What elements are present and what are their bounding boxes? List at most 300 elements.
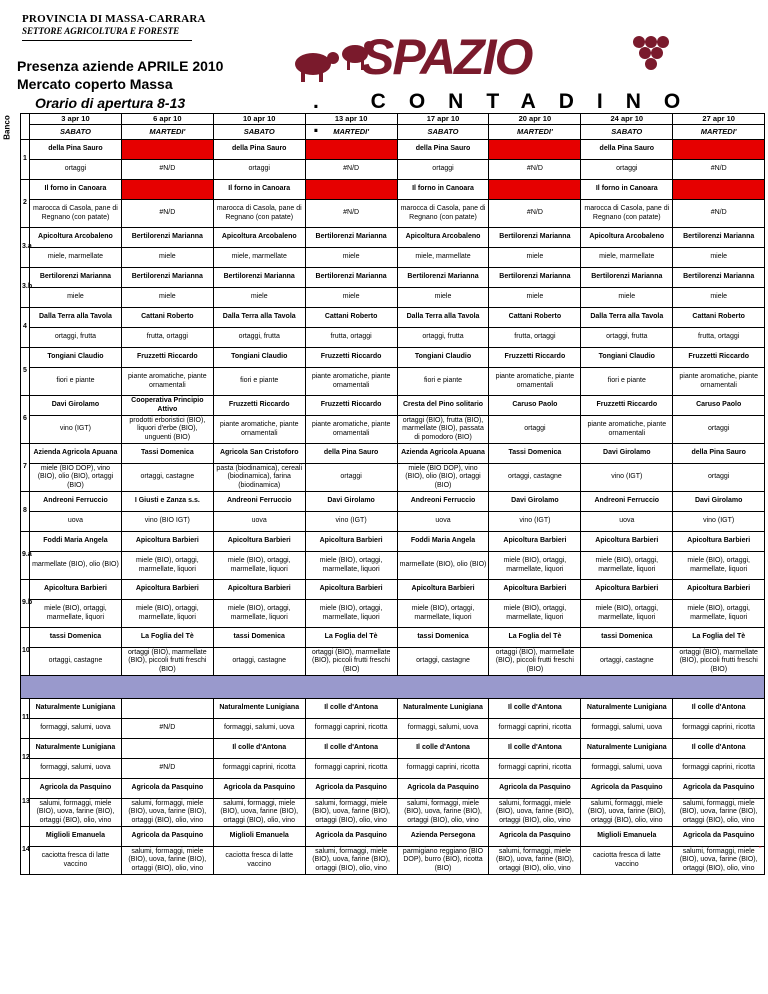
stall-goods: marmellate (BIO), olio (BIO) [397, 552, 489, 580]
stall-goods: miele, marmellate [30, 248, 122, 268]
stall-vendor: Apicoltura Barbieri [213, 580, 305, 600]
stall-vendor: tassi Domenica [397, 628, 489, 648]
stall-vendor [121, 699, 213, 719]
banco-number: 3.a [21, 228, 30, 268]
stall-goods: miele [121, 288, 213, 308]
stall-vendor: Agricola da Pasquino [673, 827, 765, 847]
stall-name-row [21, 580, 765, 600]
logo-word: SPAZIO [361, 29, 532, 85]
stall-goods: ortaggi, castagne [30, 648, 122, 676]
stall-vendor: La Foglia del Tè [673, 628, 765, 648]
stall-goods: formaggi caprini, ricotta [673, 759, 765, 779]
stray-mark: " [759, 846, 762, 853]
stall-goods-row [21, 248, 765, 268]
stall-vendor: Agricola da Pasquino [581, 779, 673, 799]
stall-goods: miele, marmellate [397, 248, 489, 268]
stall-goods: ortaggi (BIO), marmellate (BIO), piccoli frutti freschi (BIO) [673, 648, 765, 676]
stall-vendor: Il colle d'Antona [673, 739, 765, 759]
weekday-header: MARTEDI' [121, 125, 213, 140]
stall-goods: salumi, formaggi, miele (BIO), uova, farine (BIO), ortaggi (BIO), olio, vino [397, 799, 489, 827]
stall-goods: uova [213, 512, 305, 532]
stall-vendor: Bertilorenzi Marianna [121, 268, 213, 288]
stall-vendor: Tongiani Claudio [397, 348, 489, 368]
opening-hours: Orario di apertura 8-13 [35, 95, 186, 111]
stall-vendor: Cattani Roberto [121, 308, 213, 328]
stall-goods: miele (BIO), ortaggi, marmellate, liquori [489, 600, 581, 628]
stall-vendor [673, 180, 765, 200]
stall-vendor: Apicoltura Arcobaleno [213, 228, 305, 248]
stall-vendor: Andreoni Ferruccio [213, 492, 305, 512]
stall-goods: miele (BIO), ortaggi, marmellate, liquori [305, 600, 397, 628]
stall-goods-row [21, 552, 765, 580]
banco-number: 12 [21, 739, 30, 779]
header-divider [22, 40, 192, 41]
stall-goods: miele [581, 288, 673, 308]
weekday-header: SABATO [581, 125, 673, 140]
stall-vendor: Azienda Agricola Apuana [397, 444, 489, 464]
date-header: 10 apr 10 [213, 114, 305, 125]
logo-subtitle: . CONTADINO . [313, 90, 704, 137]
stall-vendor: Cooperativa Principio Attivo [121, 396, 213, 416]
stall-goods: #N/D [121, 160, 213, 180]
stall-vendor: Andreoni Ferruccio [397, 492, 489, 512]
stall-vendor: Miglioli Emanuela [581, 827, 673, 847]
weekday-header-row [21, 125, 765, 140]
stall-goods: vino (IGT) [305, 512, 397, 532]
stall-goods: vino (IGT) [489, 512, 581, 532]
stall-vendor: Caruso Paolo [489, 396, 581, 416]
stall-goods: prodotti erboristici (BIO), liquori d'erbe (BIO), unguenti (BIO) [121, 416, 213, 444]
stall-vendor: Apicoltura Barbieri [121, 532, 213, 552]
stall-vendor: Davi Girolamo [489, 492, 581, 512]
stall-vendor: Apicoltura Barbieri [581, 580, 673, 600]
banco-number: 9.a [21, 532, 30, 580]
stall-goods: miele [673, 288, 765, 308]
stall-goods: formaggi, salumi, uova [581, 759, 673, 779]
stall-goods: fiori e piante [397, 368, 489, 396]
stall-vendor: Il forno in Canoara [397, 180, 489, 200]
stall-goods: piante aromatiche, piante ornamentali [581, 416, 673, 444]
stall-goods: ortaggi (BIO), marmellate (BIO), piccoli frutti freschi (BIO) [305, 648, 397, 676]
stall-goods: piante aromatiche, piante ornamentali [305, 368, 397, 396]
stall-vendor: Apicoltura Barbieri [581, 532, 673, 552]
stall-goods: caciotta fresca di latte vaccino [581, 847, 673, 875]
stall-goods: miele (BIO), ortaggi, marmellate, liquori [121, 552, 213, 580]
stall-goods: ortaggi (BIO), frutta (BIO), marmellate (BIO), passata di pomodoro (BIO) [397, 416, 489, 444]
stall-vendor: Caruso Paolo [673, 396, 765, 416]
stall-goods: fiori e piante [30, 368, 122, 396]
page-subtitle: Mercato coperto Massa [17, 76, 173, 92]
stall-goods: #N/D [673, 160, 765, 180]
stall-vendor: Il forno in Canoara [30, 180, 122, 200]
stall-vendor: Fruzzetti Riccardo [213, 396, 305, 416]
province-name: PROVINCIA DI MASSA-CARRARA [22, 13, 206, 25]
stall-goods: ortaggi [673, 464, 765, 492]
stall-goods: miele [673, 248, 765, 268]
stall-goods: uova [397, 512, 489, 532]
weekday-header: SABATO [213, 125, 305, 140]
stall-goods: salumi, formaggi, miele (BIO), uova, farine (BIO), ortaggi (BIO), olio, vino [305, 847, 397, 875]
stall-vendor: della Pina Sauro [305, 444, 397, 464]
stall-vendor: Azienda Persegona [397, 827, 489, 847]
stall-vendor: Miglioli Emanuela [213, 827, 305, 847]
stall-goods: miele (BIO DOP), vino (BIO), olio (BIO), ortaggi (BIO) [397, 464, 489, 492]
stall-goods: miele [397, 288, 489, 308]
stall-goods: vino (BIO IGT) [121, 512, 213, 532]
stall-vendor: Tongiani Claudio [30, 348, 122, 368]
stall-vendor: Agricola da Pasquino [30, 779, 122, 799]
stall-vendor: Il colle d'Antona [489, 739, 581, 759]
stall-goods: miele [489, 248, 581, 268]
stall-goods: formaggi, salumi, uova [397, 719, 489, 739]
stall-goods: marocca di Casola, pane di Regnano (con patate) [581, 200, 673, 228]
stall-goods-row [21, 328, 765, 348]
grapes-icon [619, 28, 679, 88]
stall-goods: formaggi, salumi, uova [581, 719, 673, 739]
stall-vendor: della Pina Sauro [581, 140, 673, 160]
stall-vendor: Apicoltura Barbieri [489, 532, 581, 552]
banco-header-cell [21, 114, 30, 140]
stall-goods: miele, marmellate [213, 248, 305, 268]
stall-goods: ortaggi (BIO), marmellate (BIO), piccoli frutti freschi (BIO) [121, 648, 213, 676]
stall-goods: #N/D [305, 160, 397, 180]
stall-vendor: Azienda Agricola Apuana [30, 444, 122, 464]
banco-column-label: Banco [2, 115, 12, 140]
stall-vendor: Bertilorenzi Marianna [305, 228, 397, 248]
stall-goods-row [21, 160, 765, 180]
stall-vendor: Agricola San Cristoforo [213, 444, 305, 464]
stall-vendor: Bertilorenzi Marianna [121, 228, 213, 248]
stall-vendor: Naturalmente Lunigiana [581, 699, 673, 719]
stall-goods: salumi, formaggi, miele (BIO), uova, farine (BIO), ortaggi (BIO), olio, vino [30, 799, 122, 827]
stall-vendor: Apicoltura Barbieri [305, 580, 397, 600]
banco-number: 13 [21, 779, 30, 827]
stall-vendor: Il colle d'Antona [305, 739, 397, 759]
date-header: 20 apr 10 [489, 114, 581, 125]
stall-goods: marmellate (BIO), olio (BIO) [30, 552, 122, 580]
stall-goods: miele [213, 288, 305, 308]
stall-goods-row [21, 847, 765, 875]
stall-vendor: Cresta del Pino solitario [397, 396, 489, 416]
stall-vendor: I Giusti e Zanza s.s. [121, 492, 213, 512]
stall-goods: fiori e piante [581, 368, 673, 396]
stall-vendor: della Pina Sauro [397, 140, 489, 160]
stall-goods: salumi, formaggi, miele (BIO), uova, farine (BIO), ortaggi (BIO), olio, vino [581, 799, 673, 827]
stall-goods: ortaggi, castagne [489, 464, 581, 492]
stall-vendor: Miglioli Emanuela [30, 827, 122, 847]
stall-goods: formaggi caprini, ricotta [305, 759, 397, 779]
section-separator [21, 676, 765, 699]
stall-vendor: Apicoltura Barbieri [213, 532, 305, 552]
stall-goods-row [21, 648, 765, 676]
stall-vendor [121, 140, 213, 160]
stall-goods-row [21, 512, 765, 532]
stall-goods: formaggi caprini, ricotta [305, 719, 397, 739]
stall-vendor: Il colle d'Antona [305, 699, 397, 719]
date-header: 24 apr 10 [581, 114, 673, 125]
stall-name-row [21, 827, 765, 847]
stall-goods: ortaggi, castagne [213, 648, 305, 676]
stall-vendor: Cattani Roberto [673, 308, 765, 328]
stall-vendor: Dalla Terra alla Tavola [397, 308, 489, 328]
stall-vendor: Naturalmente Lunigiana [397, 699, 489, 719]
stall-vendor [121, 180, 213, 200]
stall-vendor: Fruzzetti Riccardo [305, 396, 397, 416]
banco-number: 4 [21, 308, 30, 348]
stall-vendor: Bertilorenzi Marianna [673, 228, 765, 248]
stall-vendor [305, 180, 397, 200]
stall-vendor: Naturalmente Lunigiana [213, 699, 305, 719]
stall-vendor: Dalla Terra alla Tavola [30, 308, 122, 328]
banco-number: 10 [21, 628, 30, 676]
stall-goods: salumi, formaggi, miele (BIO), uova, farine (BIO), ortaggi (BIO), olio, vino [489, 799, 581, 827]
stall-goods: ortaggi [673, 416, 765, 444]
stall-vendor: Cattani Roberto [305, 308, 397, 328]
stall-vendor: Il colle d'Antona [213, 739, 305, 759]
stall-goods: ortaggi, castagne [397, 648, 489, 676]
stall-vendor: Davi Girolamo [30, 396, 122, 416]
stall-vendor: Dalla Terra alla Tavola [581, 308, 673, 328]
stall-goods-row [21, 416, 765, 444]
stall-vendor [305, 140, 397, 160]
stall-goods: #N/D [489, 200, 581, 228]
stall-name-row [21, 699, 765, 719]
stall-vendor: Foddi Maria Angela [30, 532, 122, 552]
stall-goods: ortaggi, frutta [30, 328, 122, 348]
stall-goods: salumi, formaggi, miele (BIO), uova, farine (BIO), ortaggi (BIO), olio, vino [489, 847, 581, 875]
stall-vendor [489, 180, 581, 200]
stall-goods: frutta, ortaggi [489, 328, 581, 348]
stall-vendor: Agricola da Pasquino [305, 827, 397, 847]
stall-vendor: Foddi Maria Angela [397, 532, 489, 552]
stall-vendor: della Pina Sauro [213, 140, 305, 160]
stall-vendor: Apicoltura Barbieri [489, 580, 581, 600]
stall-vendor: Tongiani Claudio [581, 348, 673, 368]
date-header: 3 apr 10 [30, 114, 122, 125]
stall-vendor: Agricola da Pasquino [673, 779, 765, 799]
date-header: 17 apr 10 [397, 114, 489, 125]
stall-goods: miele, marmellate [581, 248, 673, 268]
stall-goods: miele (BIO), ortaggi, marmellate, liquori [30, 600, 122, 628]
stall-vendor: Bertilorenzi Marianna [581, 268, 673, 288]
banco-number: 5 [21, 348, 30, 396]
stall-name-row [21, 628, 765, 648]
market-schedule-table [20, 113, 765, 875]
stall-vendor: Apicoltura Barbieri [305, 532, 397, 552]
stall-goods-row [21, 368, 765, 396]
date-header: 6 apr 10 [121, 114, 213, 125]
stall-name-row [21, 268, 765, 288]
stall-goods: ortaggi [581, 160, 673, 180]
stall-vendor: Fruzzetti Riccardo [581, 396, 673, 416]
stall-vendor: Apicoltura Barbieri [673, 580, 765, 600]
stall-goods: miele [121, 248, 213, 268]
stall-vendor [489, 140, 581, 160]
stall-vendor: Fruzzetti Riccardo [121, 348, 213, 368]
stall-vendor: Apicoltura Arcobaleno [397, 228, 489, 248]
stall-goods-row [21, 200, 765, 228]
weekday-header: MARTEDI' [489, 125, 581, 140]
stall-goods: #N/D [121, 200, 213, 228]
sector-name: SETTORE AGRICOLTURA E FORESTE [22, 26, 180, 36]
stall-goods: miele (BIO), ortaggi, marmellate, liquori [673, 600, 765, 628]
stall-goods: piante aromatiche, piante ornamentali [121, 368, 213, 396]
stall-vendor: La Foglia del Tè [489, 628, 581, 648]
stall-name-row [21, 348, 765, 368]
stall-goods: parmigiano reggiano (BIO DOP), burro (BIO), ricotta (BIO) [397, 847, 489, 875]
stall-goods: caciotta fresca di latte vaccino [30, 847, 122, 875]
stall-goods: miele (BIO), ortaggi, marmellate, liquori [673, 552, 765, 580]
stall-vendor: Il colle d'Antona [489, 699, 581, 719]
stall-goods: miele (BIO), ortaggi, marmellate, liquori [213, 552, 305, 580]
banco-number: 8 [21, 492, 30, 532]
stall-goods-row [21, 600, 765, 628]
stall-goods: miele (BIO), ortaggi, marmellate, liquori [581, 552, 673, 580]
stall-goods: ortaggi [489, 416, 581, 444]
stall-goods: salumi, formaggi, miele (BIO), uova, farine (BIO), ortaggi (BIO), olio, vino [121, 847, 213, 875]
stall-vendor: della Pina Sauro [673, 444, 765, 464]
stall-goods: miele (BIO DOP), vino (BIO), olio (BIO), ortaggi (BIO) [30, 464, 122, 492]
stall-vendor: Davi Girolamo [305, 492, 397, 512]
stall-vendor: Agricola da Pasquino [489, 827, 581, 847]
stall-name-row [21, 492, 765, 512]
stall-goods: formaggi, salumi, uova [213, 719, 305, 739]
stall-goods: formaggi, salumi, uova [30, 759, 122, 779]
stall-name-row [21, 180, 765, 200]
stall-vendor: Agricola da Pasquino [489, 779, 581, 799]
weekday-header: SABATO [397, 125, 489, 140]
stall-goods: miele [305, 248, 397, 268]
weekday-header: MARTEDI' [305, 125, 397, 140]
stall-name-row [21, 228, 765, 248]
stall-goods: frutta, ortaggi [121, 328, 213, 348]
stall-vendor: Agricola da Pasquino [397, 779, 489, 799]
stall-goods: ortaggi [305, 464, 397, 492]
stall-goods: salumi, formaggi, miele (BIO), uova, farine (BIO), ortaggi (BIO), olio, vino [121, 799, 213, 827]
stall-goods: piante aromatiche, piante ornamentali [305, 416, 397, 444]
stall-goods: ortaggi, frutta [581, 328, 673, 348]
stall-vendor: Andreoni Ferruccio [581, 492, 673, 512]
stall-name-row [21, 444, 765, 464]
stall-vendor: Agricola da Pasquino [213, 779, 305, 799]
stall-vendor: Agricola da Pasquino [121, 779, 213, 799]
stall-goods: salumi, formaggi, miele (BIO), uova, farine (BIO), ortaggi (BIO), olio, vino [673, 847, 765, 875]
stall-goods: vino (IGT) [673, 512, 765, 532]
stall-goods: miele (BIO), ortaggi, marmellate, liquori [213, 600, 305, 628]
stall-goods: caciotta fresca di latte vaccino [213, 847, 305, 875]
stall-vendor: Il forno in Canoara [213, 180, 305, 200]
stall-name-row [21, 396, 765, 416]
weekday-header: SABATO [30, 125, 122, 140]
stall-vendor [121, 739, 213, 759]
stall-vendor: Agricola da Pasquino [121, 827, 213, 847]
stall-vendor: Apicoltura Arcobaleno [581, 228, 673, 248]
stall-goods: #N/D [489, 160, 581, 180]
stall-goods-row [21, 759, 765, 779]
stall-goods: miele [30, 288, 122, 308]
stall-vendor: Naturalmente Lunigiana [30, 699, 122, 719]
stall-goods: ortaggi, frutta [213, 328, 305, 348]
stall-vendor: Fruzzetti Riccardo [305, 348, 397, 368]
stall-goods: pasta (biodinamica), cereali (biodinamica), farina (biodinamica) [213, 464, 305, 492]
stall-name-row [21, 739, 765, 759]
stall-goods: vino (IGT) [581, 464, 673, 492]
stall-goods: ortaggi [30, 160, 122, 180]
stall-name-row [21, 140, 765, 160]
stall-goods: vino (IGT) [30, 416, 122, 444]
stall-goods: salumi, formaggi, miele (BIO), uova, farine (BIO), ortaggi (BIO), olio, vino [673, 799, 765, 827]
stall-goods-row [21, 288, 765, 308]
stall-vendor: Dalla Terra alla Tavola [213, 308, 305, 328]
stall-goods: formaggi caprini, ricotta [489, 759, 581, 779]
stall-name-row [21, 532, 765, 552]
stall-goods: piante aromatiche, piante ornamentali [673, 368, 765, 396]
stall-goods-row [21, 719, 765, 739]
stall-goods: frutta, ortaggi [305, 328, 397, 348]
stall-goods: formaggi caprini, ricotta [213, 759, 305, 779]
stall-vendor: Agricola da Pasquino [305, 779, 397, 799]
separator-band [21, 676, 765, 699]
stall-name-row [21, 779, 765, 799]
stall-goods: marocca di Casola, pane di Regnano (con patate) [30, 200, 122, 228]
stall-goods: ortaggi [397, 160, 489, 180]
stall-goods: miele [489, 288, 581, 308]
stall-vendor: Apicoltura Barbieri [121, 580, 213, 600]
stall-goods: #N/D [673, 200, 765, 228]
stall-vendor: Bertilorenzi Marianna [489, 228, 581, 248]
stall-goods: fiori e piante [213, 368, 305, 396]
stall-vendor: Bertilorenzi Marianna [397, 268, 489, 288]
stall-goods: #N/D [121, 719, 213, 739]
date-header: 13 apr 10 [305, 114, 397, 125]
stall-vendor: Bertilorenzi Marianna [489, 268, 581, 288]
stall-vendor: Fruzzetti Riccardo [673, 348, 765, 368]
stall-vendor: Bertilorenzi Marianna [30, 268, 122, 288]
stall-vendor: Davi Girolamo [673, 492, 765, 512]
stall-vendor: Fruzzetti Riccardo [489, 348, 581, 368]
banco-number: 3.b [21, 268, 30, 308]
stall-goods: frutta, ortaggi [673, 328, 765, 348]
stall-vendor: Naturalmente Lunigiana [30, 739, 122, 759]
stall-vendor: Bertilorenzi Marianna [213, 268, 305, 288]
stall-vendor: Tassi Domenica [121, 444, 213, 464]
banco-number: 9.b [21, 580, 30, 628]
banco-number: 6 [21, 396, 30, 444]
stall-vendor: Il colle d'Antona [673, 699, 765, 719]
stall-vendor [673, 140, 765, 160]
stall-vendor: La Foglia del Tè [121, 628, 213, 648]
stall-goods-row [21, 464, 765, 492]
banco-number: 11 [21, 699, 30, 739]
stall-goods: miele [305, 288, 397, 308]
date-header-row [21, 114, 765, 125]
stall-goods: piante aromatiche, piante ornamentali [213, 416, 305, 444]
stall-vendor: Andreoni Ferruccio [30, 492, 122, 512]
stall-goods: formaggi, salumi, uova [30, 719, 122, 739]
stall-vendor: Cattani Roberto [489, 308, 581, 328]
stall-vendor: tassi Domenica [581, 628, 673, 648]
banco-number: 1 [21, 140, 30, 180]
stall-goods-row [21, 799, 765, 827]
stall-vendor: Davi Girolamo [581, 444, 673, 464]
weekday-header: MARTEDI' [673, 125, 765, 140]
stall-goods: ortaggi, castagne [581, 648, 673, 676]
stall-goods: miele (BIO), ortaggi, marmellate, liquori [305, 552, 397, 580]
stall-goods: ortaggi, frutta [397, 328, 489, 348]
stall-goods: miele (BIO), ortaggi, marmellate, liquori [397, 600, 489, 628]
banco-number: 2 [21, 180, 30, 228]
stall-goods: marocca di Casola, pane di Regnano (con patate) [397, 200, 489, 228]
